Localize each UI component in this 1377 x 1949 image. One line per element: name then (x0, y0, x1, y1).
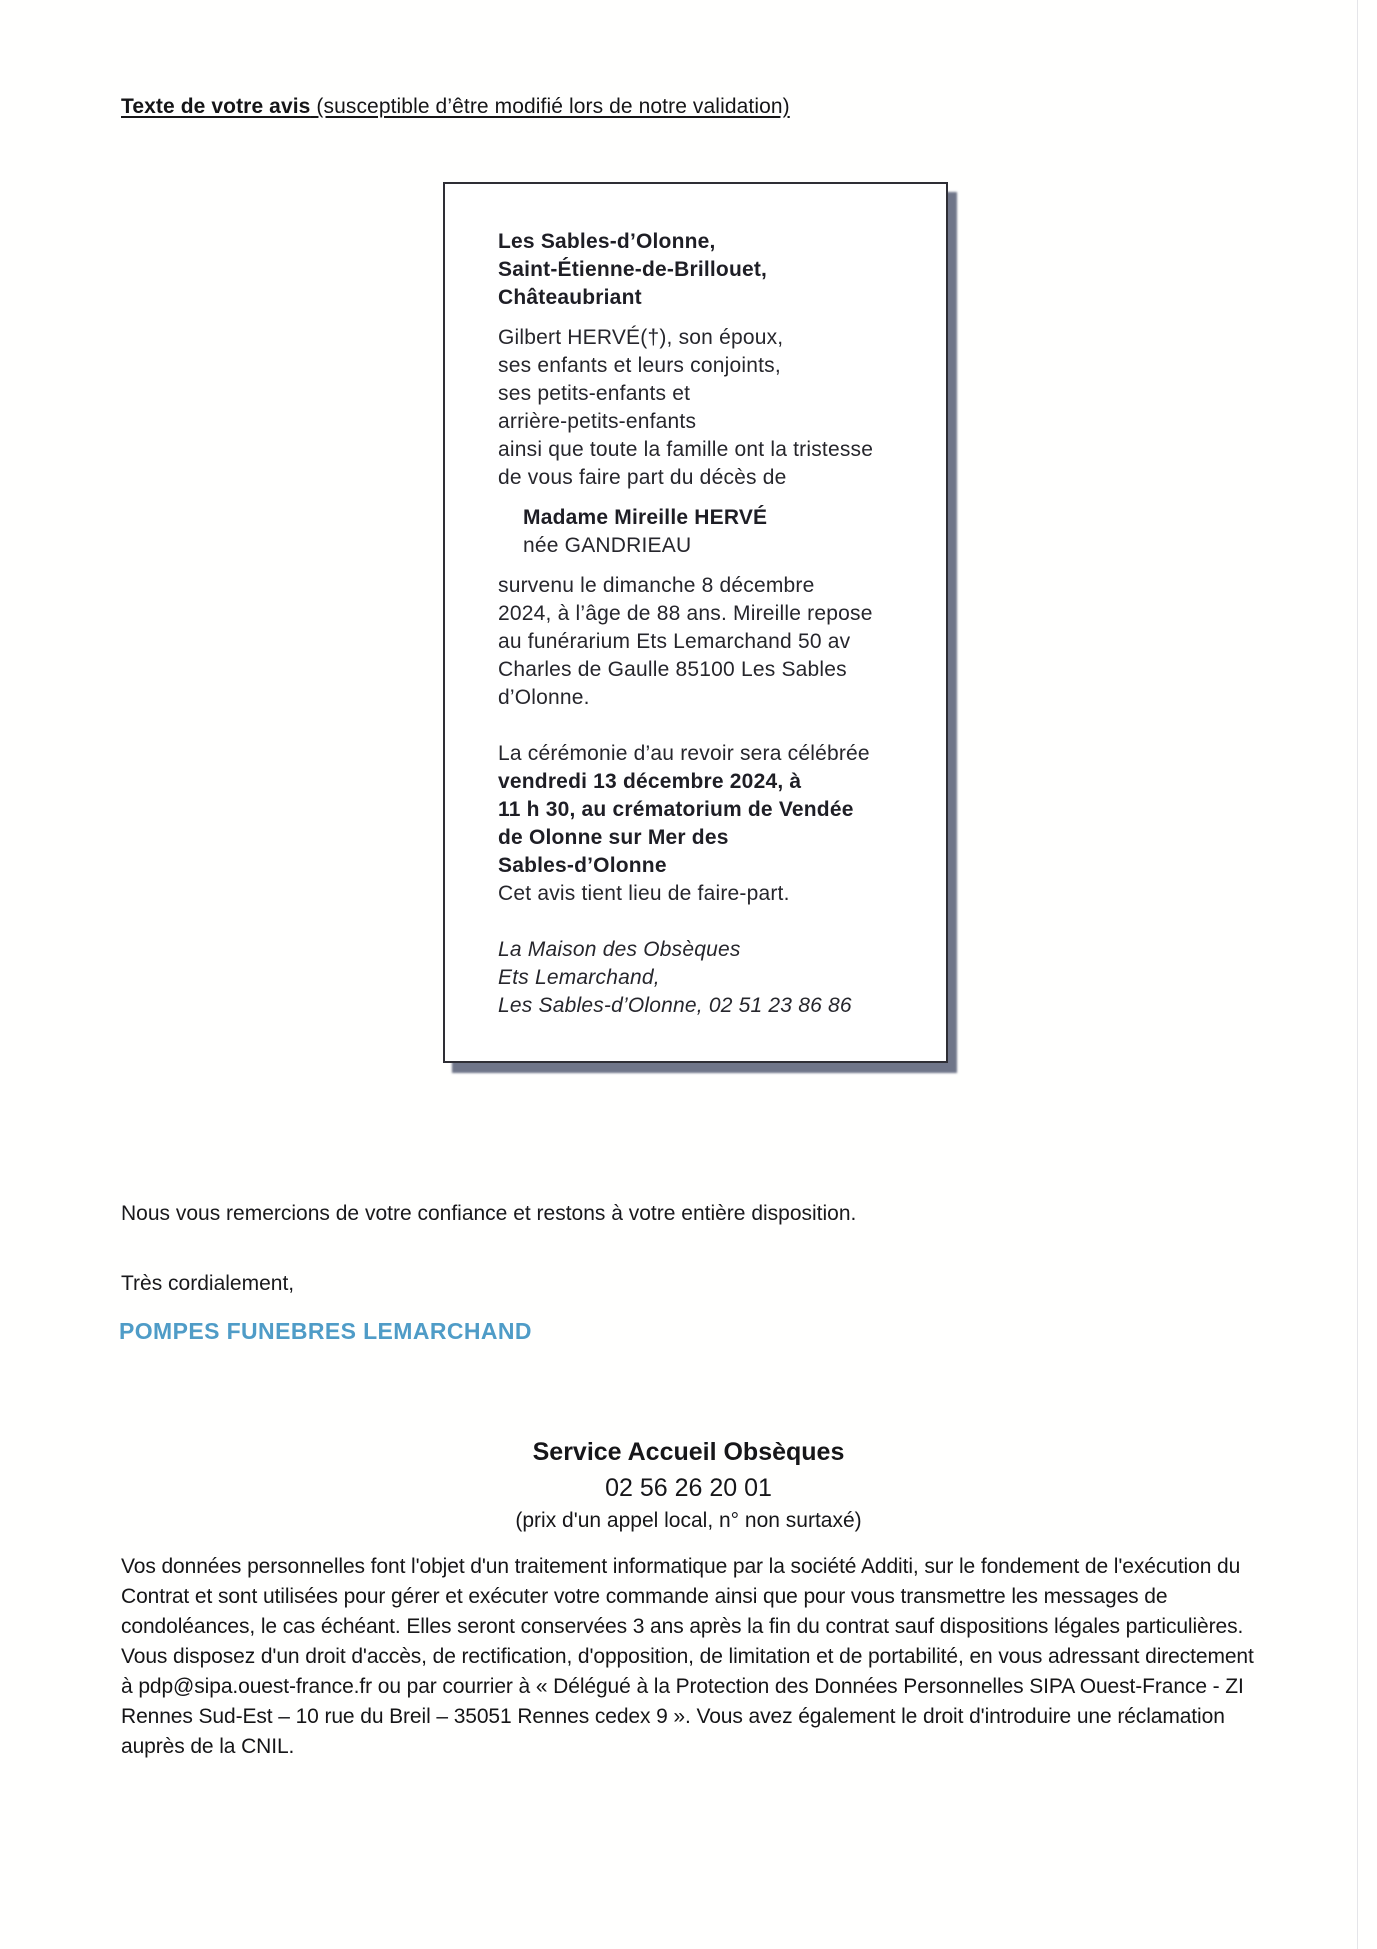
family-line: Gilbert HERVÉ(†), son époux, (498, 326, 784, 349)
notice-signature (498, 936, 930, 1020)
death-line: au funérarium Ets Lemarchand 50 av (498, 630, 851, 653)
legal-paragraph: Vos données personnelles font l'objet d'un traitement informatique par la société Additi, sur le fondement de l'exécution du Contrat et sont utilisées pour gérer et exécuter votre commande ainsi que pour vous transmettre les messages de condoléances, le cas échéant. Elles seront conservées 3 ans après la fin du contrat sauf dispositions légales particulières. Vous disposez d'un droit d'accès, de rectification, d'opposition, de limitation et de portabilité, en vous adressant directement à pdp@sipa.ouest-france.fr ou par courrier à « Délégué à la Protection des Données Personnelles SIPA Ouest-France - ZI Rennes Sud-Est – 10 rue du Breil – 35051 Rennes cedex 9 ». Vous avez également le droit d'introduire une réclamation auprès de la CNIL. (121, 1555, 1254, 1758)
salutation-text: Très cordialement, (121, 1272, 295, 1295)
family-line: ses enfants et leurs conjoints, (498, 354, 781, 377)
maiden-name: née GANDRIEAU (523, 534, 692, 557)
avis-heading-title: Texte de votre avis (121, 95, 311, 118)
ceremony-intro: La cérémonie d’au revoir sera célébrée (498, 742, 870, 765)
company-name: POMPES FUNEBRES LEMARCHAND (119, 1318, 532, 1344)
signature-line: Les Sables-d’Olonne, 02 51 23 86 86 (498, 994, 852, 1017)
ceremony-line: 11 h 30, au crématorium de Vendée (498, 798, 854, 821)
death-line: 2024, à l’âge de 88 ans. Mireille repose (498, 602, 873, 625)
ceremony-line: vendredi 13 décembre 2024, à (498, 770, 802, 793)
notice-family (498, 324, 930, 492)
town-line: Les Sables-d’Olonne, (498, 230, 716, 253)
service-title: Service Accueil Obsèques (532, 1438, 845, 1466)
ceremony-line: Sables-d’Olonne (498, 854, 667, 877)
notice-ceremony (498, 740, 930, 908)
death-line: survenu le dimanche 8 décembre (498, 574, 815, 597)
notice-deceased-block (523, 504, 930, 560)
phone-note: (prix d'un appel local, n° non surtaxé) (515, 1509, 862, 1532)
family-line: ses petits-enfants et (498, 382, 691, 405)
town-line: Saint-Étienne-de-Brillouet, (498, 258, 768, 281)
deceased-name: Madame Mireille HERVÉ (523, 506, 768, 529)
avis-heading-note: (susceptible d’être modifié lors de notre validation) (310, 95, 790, 118)
town-line: Châteaubriant (498, 286, 642, 309)
avis-heading (121, 95, 790, 119)
notice-death-details (498, 572, 930, 712)
service-phone: 02 56 26 20 01 (605, 1474, 772, 1502)
ceremony-note: Cet avis tient lieu de faire-part. (498, 882, 790, 905)
notice-towns (498, 228, 930, 312)
contact-block (0, 1438, 1377, 1533)
family-line: de vous faire part du décès de (498, 466, 787, 489)
notice-card (443, 182, 948, 1063)
signature-line: La Maison des Obsèques (498, 938, 741, 961)
signature-line: Ets Lemarchand, (498, 966, 660, 989)
ceremony-line: de Olonne sur Mer des (498, 826, 729, 849)
family-line: arrière-petits-enfants (498, 410, 697, 433)
thanks-text: Nous vous remercions de votre confiance et restons à votre entière disposition. (121, 1202, 857, 1225)
death-line: Charles de Gaulle 85100 Les Sables (498, 658, 847, 681)
family-line: ainsi que toute la famille ont la tristesse (498, 438, 874, 461)
scan-artifact-line (1357, 0, 1358, 1949)
death-line: d’Olonne. (498, 686, 590, 709)
